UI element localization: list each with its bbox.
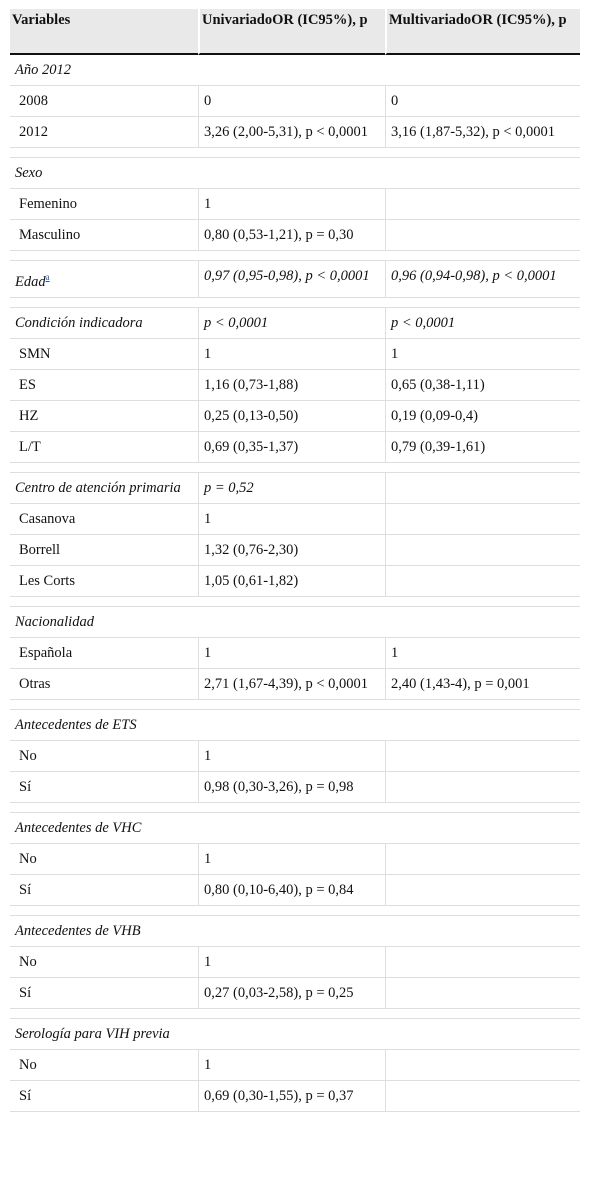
univariado-cell [198, 741, 385, 772]
table-row [10, 844, 580, 875]
cell-text: 1 [204, 345, 212, 362]
cell-text: 2012 [19, 124, 48, 140]
spacer-row [10, 597, 580, 607]
spacer-cell [385, 298, 580, 308]
cell-text: Centro de atención primaria [15, 479, 181, 496]
cell-text: 0,65 (0,38-1,11) [391, 376, 485, 393]
table-row [10, 117, 580, 148]
spacer-cell [198, 298, 385, 308]
univariado-cell [198, 1081, 385, 1112]
multivariado-cell [385, 669, 580, 700]
univariado-cell [198, 117, 385, 148]
variable-cell [10, 1050, 198, 1081]
spacer-cell [198, 1009, 385, 1019]
group-header-row [10, 813, 580, 844]
cell-text: Española [19, 644, 73, 661]
group-label: Serología para VIH previa [10, 1019, 580, 1050]
spacer-cell [10, 148, 198, 158]
multivariado-cell [385, 189, 580, 220]
cell-text: Edad [15, 273, 46, 290]
group-header-row [10, 607, 580, 638]
cell-text: p < 0,0001 [204, 314, 269, 331]
cell-text: Les Corts [19, 572, 75, 589]
spacer-cell [385, 803, 580, 813]
cell-text: SMN [19, 345, 51, 362]
multivariado-cell [385, 1050, 580, 1081]
multivariado-cell [385, 261, 580, 298]
cell-text: 1 [204, 510, 212, 527]
spacer-cell [385, 148, 580, 158]
variable-cell [10, 566, 198, 597]
cell-text: Otras [19, 675, 51, 692]
univariado-cell [198, 504, 385, 535]
cell-text: Masculino [19, 227, 81, 243]
variable-cell [10, 535, 198, 566]
table-row [10, 947, 580, 978]
multivariado-cell [385, 504, 580, 535]
cell-text: HZ [19, 407, 39, 424]
spacer-cell [385, 251, 580, 261]
univariado-cell [198, 220, 385, 251]
spacer-cell [385, 463, 580, 473]
cell-text: 1 [204, 850, 212, 867]
variable-cell [10, 844, 198, 875]
cell-text: p < 0,0001 [391, 314, 456, 331]
cell-text: 0 [391, 93, 399, 109]
variable-cell [10, 261, 198, 298]
cell-text: 0,69 (0,30-1,55), p = 0,37 [204, 1087, 354, 1104]
cell-text: 1,32 (0,76-2,30) [204, 541, 299, 558]
table-row [10, 86, 580, 117]
spacer-cell [198, 597, 385, 607]
spacer-cell [385, 597, 580, 607]
multivariado-cell [385, 339, 580, 370]
spacer-cell [10, 298, 198, 308]
cell-text: 1,05 (0,61-1,82) [204, 572, 299, 589]
cell-text: 0,25 (0,13-0,50) [204, 407, 299, 424]
table-row [10, 370, 580, 401]
multivariado-cell [385, 308, 580, 339]
univariado-cell [198, 875, 385, 906]
cell-text: 2008 [19, 93, 48, 109]
multivariado-cell [385, 844, 580, 875]
multivariado-cell [385, 875, 580, 906]
group-header-row [10, 1019, 580, 1050]
spacer-cell [10, 700, 198, 710]
table-row [10, 638, 580, 669]
table-row [10, 1050, 580, 1081]
header-variables: Variables [10, 9, 198, 55]
univariado-cell [198, 261, 385, 298]
variable-cell [10, 220, 198, 251]
cell-text: 0,96 (0,94-0,98), p < 0,0001 [391, 268, 557, 284]
cell-text: Sí [19, 984, 32, 1001]
cell-text: No [19, 747, 37, 764]
cell-text: 1 [204, 196, 212, 212]
spacer-cell [10, 463, 198, 473]
cell-text: ES [19, 376, 36, 393]
header-multivariado: MultivariadoOR (IC95%), p [385, 9, 580, 55]
cell-text: 0,97 (0,95-0,98), p < 0,0001 [204, 268, 370, 284]
group-label: Año 2012 [10, 55, 580, 86]
variable-cell [10, 370, 198, 401]
cell-text: No [19, 953, 37, 970]
cell-text: No [19, 850, 37, 867]
table-body [10, 55, 580, 1112]
spacer-cell [198, 463, 385, 473]
multivariado-cell [385, 370, 580, 401]
spacer-cell [10, 597, 198, 607]
variable-cell [10, 978, 198, 1009]
univariado-cell [198, 308, 385, 339]
table-container [10, 9, 580, 1112]
multivariado-cell [385, 535, 580, 566]
cell-text: L/T [19, 438, 41, 455]
cell-text: Condición indicadora [15, 314, 143, 331]
multivariado-cell [385, 947, 580, 978]
table-row [10, 504, 580, 535]
cell-text: 1 [204, 747, 212, 764]
table-header [10, 9, 580, 55]
group-label: Antecedentes de VHC [10, 813, 580, 844]
univariado-cell [198, 638, 385, 669]
spacer-cell [10, 1009, 198, 1019]
univariado-cell [198, 432, 385, 463]
variable-cell [10, 772, 198, 803]
cell-text: No [19, 1056, 37, 1073]
variable-cell [10, 741, 198, 772]
univariado-cell [198, 189, 385, 220]
univariado-cell [198, 401, 385, 432]
variable-cell [10, 947, 198, 978]
multivariado-cell [385, 638, 580, 669]
table-row [10, 535, 580, 566]
cell-text: 1,16 (0,73-1,88) [204, 376, 299, 393]
spacer-row [10, 251, 580, 261]
univariado-cell [198, 844, 385, 875]
spacer-cell [198, 906, 385, 916]
group-header-row [10, 55, 580, 86]
table-row [10, 741, 580, 772]
cell-text: 0,19 (0,09-0,4) [391, 407, 478, 424]
variable-cell [10, 401, 198, 432]
variable-cell [10, 875, 198, 906]
cell-text: 1 [204, 953, 212, 970]
variable-cell [10, 339, 198, 370]
spacer-cell [10, 906, 198, 916]
univariado-cell [198, 566, 385, 597]
univariado-cell [198, 339, 385, 370]
univariado-cell [198, 473, 385, 504]
univariado-cell [198, 370, 385, 401]
header-univariado: UnivariadoOR (IC95%), p [198, 9, 385, 55]
group-row [10, 308, 580, 339]
variable-cell [10, 1081, 198, 1112]
footnote-link[interactable]: a [45, 272, 50, 282]
spacer-row [10, 700, 580, 710]
multivariado-cell [385, 741, 580, 772]
cell-text: Femenino [19, 196, 77, 212]
table-row [10, 189, 580, 220]
multivariado-cell [385, 566, 580, 597]
group-label: Nacionalidad [10, 607, 580, 638]
table-row [10, 432, 580, 463]
table-row [10, 772, 580, 803]
cell-text: 1 [204, 1056, 212, 1073]
multivariado-cell [385, 1081, 580, 1112]
cell-text: p = 0,52 [204, 479, 254, 496]
univariado-cell [198, 669, 385, 700]
cell-text: Sí [19, 1087, 32, 1104]
spacer-row [10, 298, 580, 308]
table-row [10, 669, 580, 700]
cell-text: 2,71 (1,67-4,39), p < 0,0001 [204, 675, 369, 692]
univariado-cell [198, 86, 385, 117]
variable-cell [10, 117, 198, 148]
cell-text: 1 [391, 345, 399, 362]
multivariado-cell [385, 432, 580, 463]
cell-text: 0 [204, 93, 212, 109]
group-label: Antecedentes de ETS [10, 710, 580, 741]
cell-text: 0,80 (0,53-1,21), p = 0,30 [204, 227, 354, 243]
univariado-cell [198, 978, 385, 1009]
cell-text: 0,27 (0,03-2,58), p = 0,25 [204, 984, 354, 1001]
cell-text: Borrell [19, 541, 61, 558]
spacer-row [10, 463, 580, 473]
multivariado-cell [385, 117, 580, 148]
spacer-cell [385, 906, 580, 916]
cell-text: 3,16 (1,87-5,32), p < 0,0001 [391, 124, 556, 140]
group-row [10, 473, 580, 504]
group-label: Antecedentes de VHB [10, 916, 580, 947]
univariado-cell [198, 1050, 385, 1081]
cell-text: 1 [204, 644, 212, 661]
table-row [10, 875, 580, 906]
spacer-row [10, 906, 580, 916]
spacer-cell [198, 700, 385, 710]
table-row [10, 339, 580, 370]
table-row [10, 978, 580, 1009]
odds-ratio-table [10, 9, 580, 1112]
table-row [10, 1081, 580, 1112]
cell-text: 2,40 (1,43-4), p = 0,001 [391, 675, 530, 692]
variable-cell [10, 86, 198, 117]
cell-text: 1 [391, 644, 399, 661]
variable-cell [10, 432, 198, 463]
univariado-cell [198, 947, 385, 978]
cell-text: Sí [19, 778, 32, 795]
multivariado-cell [385, 772, 580, 803]
cell-text: Casanova [19, 510, 76, 527]
table-row [10, 566, 580, 597]
univariado-cell [198, 535, 385, 566]
spacer-cell [198, 148, 385, 158]
variable-cell [10, 308, 198, 339]
variable-cell [10, 504, 198, 535]
spacer-cell [198, 251, 385, 261]
group-header-row [10, 916, 580, 947]
spacer-cell [10, 803, 198, 813]
cell-text: Sí [19, 881, 32, 898]
cell-text: 0,80 (0,10-6,40), p = 0,84 [204, 881, 354, 898]
multivariado-cell [385, 978, 580, 1009]
multivariado-cell [385, 401, 580, 432]
variable-cell [10, 669, 198, 700]
cell-text: 3,26 (2,00-5,31), p < 0,0001 [204, 124, 369, 140]
spacer-cell [10, 251, 198, 261]
spacer-cell [385, 700, 580, 710]
spacer-cell [385, 1009, 580, 1019]
variable-cell [10, 473, 198, 504]
table-row [10, 220, 580, 251]
cell-text: 0,69 (0,35-1,37) [204, 438, 299, 455]
variable-cell [10, 189, 198, 220]
group-header-row [10, 710, 580, 741]
spacer-row [10, 1009, 580, 1019]
multivariado-cell [385, 86, 580, 117]
multivariado-cell [385, 220, 580, 251]
cell-text: 0,98 (0,30-3,26), p = 0,98 [204, 778, 354, 795]
group-header-row [10, 158, 580, 189]
variable-cell [10, 638, 198, 669]
table-row [10, 401, 580, 432]
group-row [10, 261, 580, 298]
cell-text: 0,79 (0,39-1,61) [391, 438, 486, 455]
group-label: Sexo [10, 158, 580, 189]
spacer-cell [198, 803, 385, 813]
univariado-cell [198, 772, 385, 803]
spacer-row [10, 148, 580, 158]
spacer-row [10, 803, 580, 813]
multivariado-cell [385, 473, 580, 504]
